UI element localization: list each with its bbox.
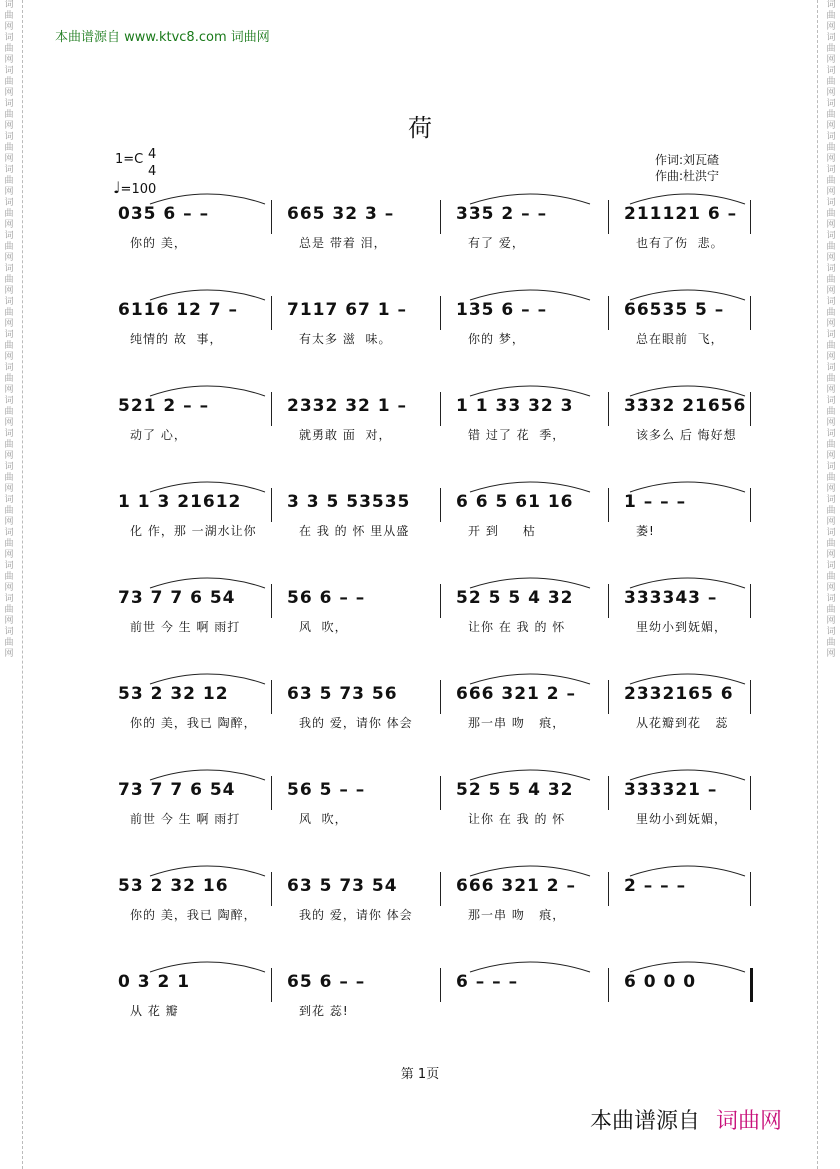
time-signature-bottom: 4: [148, 164, 157, 179]
measure-lyrics: 动了 心，: [130, 428, 187, 442]
measure-notes: 56 5 – –: [287, 780, 366, 800]
slur-lines: [0, 670, 840, 690]
composer-credit: 作曲:杜洪宁: [655, 169, 720, 183]
song-title: 荷: [408, 114, 432, 142]
measure-notes: 211121 6 –: [624, 204, 738, 224]
key-signature: 1=C: [115, 152, 144, 167]
measure-notes: 7117 67 1 –: [287, 300, 408, 320]
measure-notes: 53 2 32 16: [118, 876, 229, 896]
slur-lines: [0, 382, 840, 402]
measure-lyrics: 风 吹，: [299, 812, 348, 826]
slur-arc: [150, 482, 265, 492]
measure-lyrics: 有太多 滋 味。: [299, 332, 392, 346]
slur-lines: [0, 766, 840, 786]
measure-notes: 52 5 5 4 32: [456, 588, 574, 608]
score-row: [0, 478, 840, 548]
measure-lyrics: 就勇敢 面 对，: [299, 428, 392, 442]
measure-lyrics: 有了 爱，: [468, 236, 525, 250]
measure-notes: 1 1 33 32 3: [456, 396, 574, 416]
slur-arc: [470, 770, 590, 780]
measure-notes: 1 – – –: [624, 492, 687, 512]
slur-arc: [630, 770, 745, 780]
slur-arc: [150, 290, 265, 300]
measure-lyrics: 里幼小到妩媚，: [636, 620, 728, 634]
slur-arc: [150, 770, 265, 780]
measure-notes: 66535 5 –: [624, 300, 725, 320]
score-row: [0, 862, 840, 932]
slur-arc: [470, 674, 590, 684]
slur-arc: [470, 290, 590, 300]
score-row: [0, 574, 840, 644]
slur-arc: [630, 482, 745, 492]
slur-lines: [0, 574, 840, 594]
slur-arc: [150, 962, 265, 972]
measure-lyrics: 该多么 后 悔好想: [636, 428, 737, 442]
slur-arc: [630, 194, 745, 204]
measure-notes: 666 321 2 –: [456, 876, 577, 896]
score-row: [0, 958, 840, 1028]
measure-lyrics: 到花 蕊!: [299, 1004, 349, 1018]
measure-notes: 2332 32 1 –: [287, 396, 408, 416]
slur-arc: [630, 578, 745, 588]
score-row: [0, 382, 840, 452]
slur-arc: [470, 578, 590, 588]
measure-lyrics: 纯情的 故 事，: [130, 332, 223, 346]
measure-notes: 2332165 6: [624, 684, 734, 704]
slur-arc: [470, 962, 590, 972]
measure-notes: 63 5 73 56: [287, 684, 398, 704]
quarter-note-icon: ♩: [113, 178, 121, 197]
measure-notes: 333343 –: [624, 588, 718, 608]
measure-lyrics: 里幼小到妩媚，: [636, 812, 728, 826]
measure-notes: 3 3 5 53535: [287, 492, 411, 512]
measure-lyrics: 开 到 枯: [468, 524, 536, 538]
measure-notes: 521 2 – –: [118, 396, 210, 416]
measure-lyrics: 从花瓣到花 蕊: [636, 716, 729, 730]
score-row: [0, 190, 840, 260]
measure-lyrics: 我的 爱，请你 体会: [299, 716, 413, 730]
measure-lyrics: 你的 美，我已 陶醉，: [130, 908, 257, 922]
footer-brand: 词曲网: [715, 1109, 782, 1134]
slur-arc: [630, 962, 745, 972]
time-signature-top: 4: [148, 147, 157, 162]
measure-notes: 1 1 3 21612: [118, 492, 242, 512]
measure-lyrics: 我的 爱，请你 体会: [299, 908, 413, 922]
measure-lyrics: 总是 带着 泪，: [299, 236, 387, 250]
slur-arc: [630, 386, 745, 396]
page-number: 第 1页: [400, 1067, 440, 1082]
measure-notes: 6 – – –: [456, 972, 519, 992]
slur-arc: [630, 674, 745, 684]
measure-lyrics: 在 我 的 怀 里从盛: [299, 524, 410, 538]
measure-lyrics: 那一串 吻 痕，: [468, 716, 566, 730]
measure-notes: 6 0 0 0: [624, 972, 697, 992]
measure-lyrics: 你的 美，: [130, 236, 187, 250]
lyricist-credit: 作词:刘瓦碴: [655, 153, 720, 167]
measure-notes: 665 32 3 –: [287, 204, 395, 224]
measure-notes: 65 6 – –: [287, 972, 366, 992]
measure-notes: 666 321 2 –: [456, 684, 577, 704]
measure-notes: 53 2 32 12: [118, 684, 229, 704]
measure-lyrics: 总在眼前 飞，: [636, 332, 724, 346]
left-side-watermark: 词曲网 词曲网 词曲网 词曲网 词曲网 词曲网 词曲网 词曲网 词曲网 词曲网 词曲网 词曲网 词曲网 词曲网 词曲网 词曲网 词曲网 词曲网 词曲网 词曲网: [4, 0, 14, 659]
footer-source: [590, 1104, 782, 1135]
measure-notes: 6 6 5 61 16: [456, 492, 574, 512]
measure-lyrics: 前世 今 生 啊 雨打: [130, 812, 241, 826]
measure-notes: 73 7 7 6 54: [118, 588, 236, 608]
measure-lyrics: 也有了伤 悲。: [636, 236, 724, 250]
measure-lyrics: 风 吹，: [299, 620, 348, 634]
slur-arc: [470, 866, 590, 876]
score-row: [0, 766, 840, 836]
tempo-value: =100: [120, 182, 157, 197]
measure-lyrics: 前世 今 生 啊 雨打: [130, 620, 241, 634]
measure-lyrics: 那一串 吻 痕，: [468, 908, 566, 922]
slur-arc: [150, 866, 265, 876]
measure-lyrics: 化 作，那 一湖水让你: [130, 524, 257, 538]
measure-notes: 6116 12 7 –: [118, 300, 239, 320]
measure-lyrics: 你的 梦，: [468, 332, 525, 346]
slur-lines: [0, 862, 840, 882]
slur-lines: [0, 958, 840, 978]
slur-arc: [150, 194, 265, 204]
measure-notes: 335 2 – –: [456, 204, 548, 224]
measure-notes: 3332 21656: [624, 396, 747, 416]
source-header: 本曲谱源自 www.ktvc8.com 词曲网: [55, 30, 270, 45]
slur-arc: [630, 866, 745, 876]
measure-notes: 2 – – –: [624, 876, 687, 896]
measure-notes: 73 7 7 6 54: [118, 780, 236, 800]
measure-lyrics: 你的 美，我已 陶醉，: [130, 716, 257, 730]
measure-notes: 0 3 2 1: [118, 972, 191, 992]
slur-arc: [150, 386, 265, 396]
measure-lyrics: 让你 在 我 的 怀: [468, 812, 566, 826]
measure-lyrics: 错 过了 花 季，: [468, 428, 566, 442]
slur-arc: [470, 482, 590, 492]
measure-lyrics: 让你 在 我 的 怀: [468, 620, 566, 634]
measure-notes: 035 6 – –: [118, 204, 210, 224]
measure-notes: 63 5 73 54: [287, 876, 398, 896]
right-side-watermark: 词曲网 词曲网 词曲网 词曲网 词曲网 词曲网 词曲网 词曲网 词曲网 词曲网 词曲网 词曲网 词曲网 词曲网 词曲网 词曲网 词曲网 词曲网 词曲网 词曲网: [826, 0, 836, 659]
slur-lines: [0, 286, 840, 306]
measure-notes: 135 6 – –: [456, 300, 548, 320]
slur-arc: [150, 578, 265, 588]
measure-notes: 56 6 – –: [287, 588, 366, 608]
time-signature: [148, 146, 156, 180]
slur-arc: [470, 194, 590, 204]
measure-notes: 333321 –: [624, 780, 718, 800]
measure-notes: 52 5 5 4 32: [456, 780, 574, 800]
measure-lyrics: 萎!: [636, 524, 655, 538]
credits: [655, 152, 719, 184]
slur-arc: [470, 386, 590, 396]
slur-lines: [0, 478, 840, 498]
footer-prefix: 本曲谱源自: [589, 1109, 700, 1134]
slur-arc: [150, 674, 265, 684]
score-row: [0, 670, 840, 740]
slur-lines: [0, 190, 840, 210]
measure-lyrics: 从 花 瓣: [130, 1004, 179, 1018]
score-row: [0, 286, 840, 356]
slur-arc: [630, 290, 745, 300]
